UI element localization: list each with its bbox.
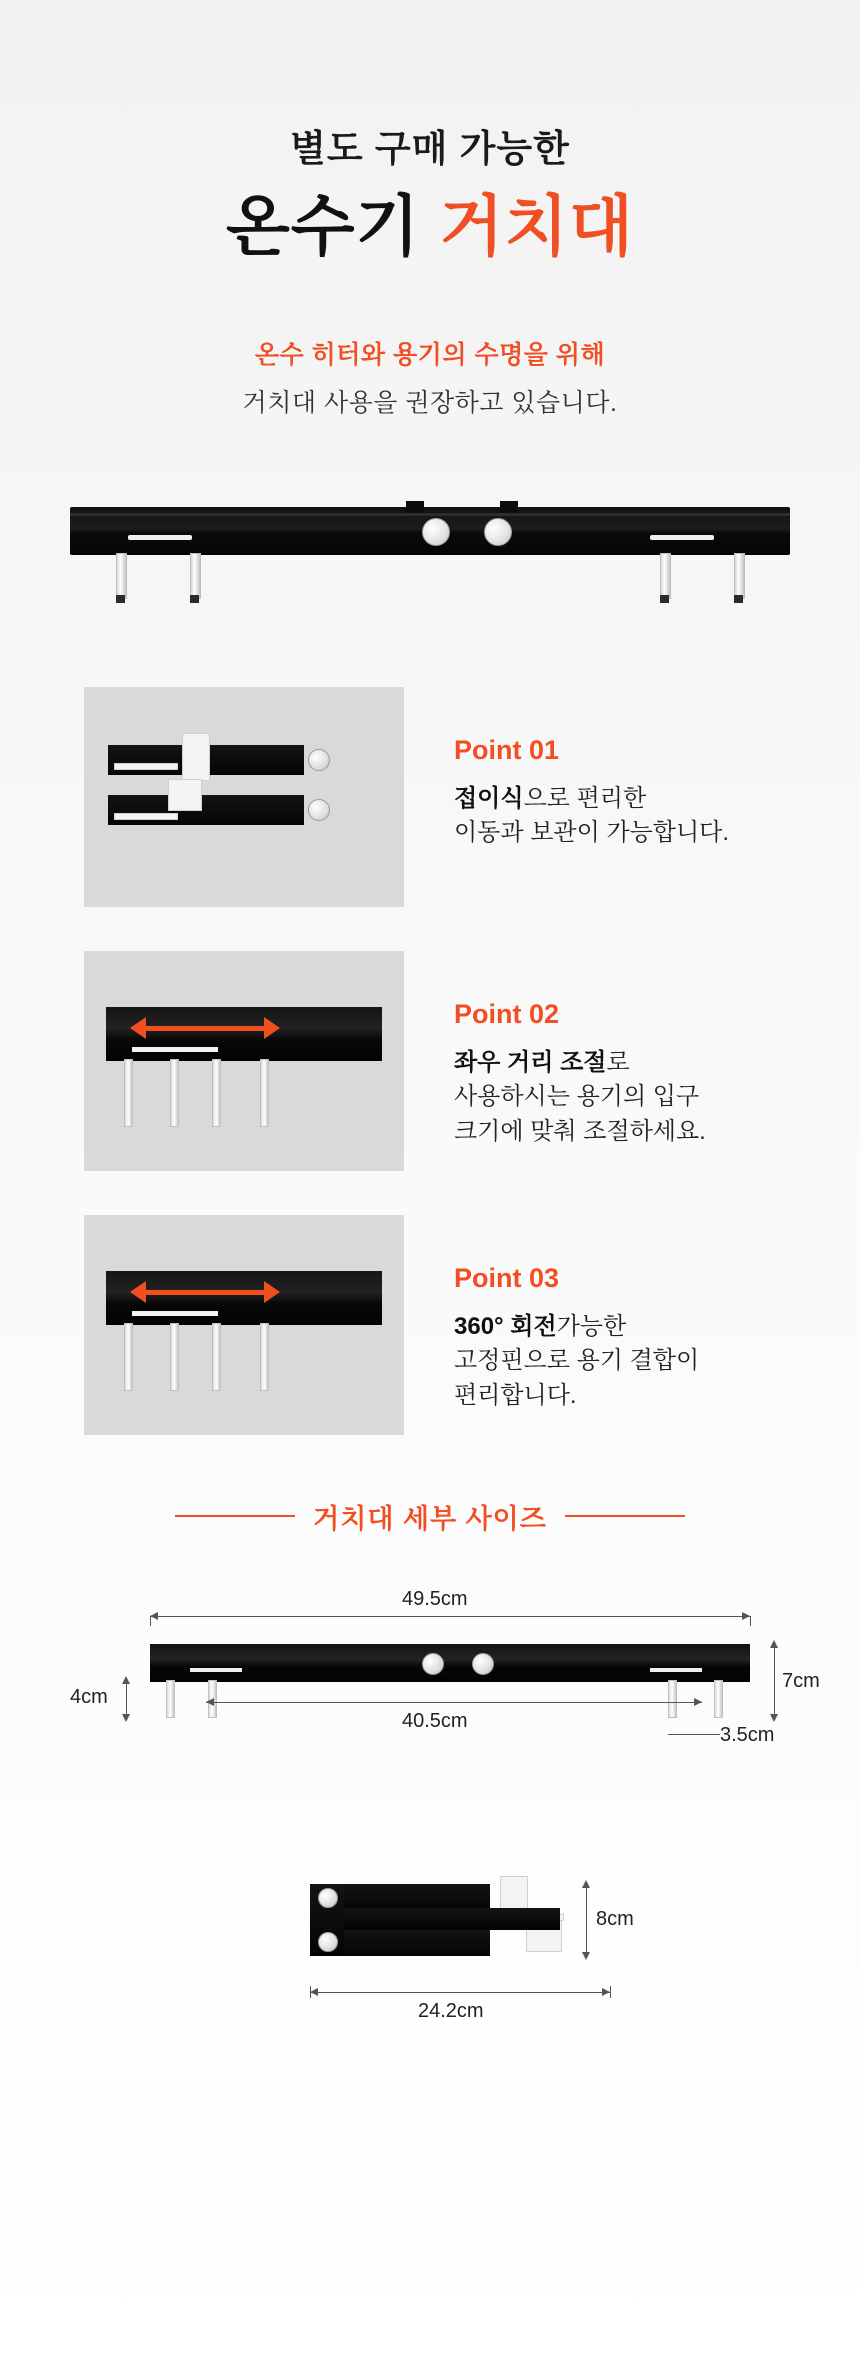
- dim-folded-width-tick-left: [310, 1986, 311, 1998]
- point-01-body: [454, 782, 729, 852]
- header-subtitle-primary: 온수 히터와 용기의 수명을 위해: [254, 340, 606, 369]
- dim-folded-height-arrow-up-icon: [582, 1880, 590, 1888]
- point-03-title: Point 03: [454, 1262, 560, 1293]
- point-03-text: [404, 1215, 699, 1414]
- feature-points-section: [0, 687, 860, 1435]
- point-03-line3: 편리합니다.: [454, 1382, 577, 1410]
- p3-leg-1: [124, 1323, 133, 1391]
- dim-legheight-line: [126, 1680, 127, 1718]
- dimension-diagram-folded: [30, 1842, 830, 2072]
- p3-leg-2: [170, 1323, 179, 1391]
- hero-notch-right: [500, 501, 518, 513]
- page-title: [0, 190, 860, 263]
- dim-inner-line: [206, 1702, 702, 1703]
- size-section-header: [0, 1497, 860, 1536]
- arrow-head-right-icon: [264, 1281, 280, 1303]
- point-03-photo: [84, 1215, 404, 1435]
- point-03-line2: 고정핀으로 용기 결합이: [454, 1347, 700, 1375]
- dim-folded-height-label: 8cm: [596, 1907, 634, 1930]
- size1-main-bar: [150, 1644, 750, 1682]
- page-title-part2: 거치대: [439, 189, 634, 263]
- dimension-diagram-open: [30, 1572, 830, 1802]
- point-01-photo: [84, 687, 404, 907]
- point-03-body: [454, 1310, 699, 1414]
- point-row-01: [0, 687, 860, 907]
- hero-leg-4: [734, 553, 745, 599]
- point-03-line1-rest: 가능한: [556, 1312, 627, 1340]
- hero-slot-right: [650, 535, 714, 540]
- point-01-line1-rest: 으로 편리한: [523, 784, 647, 812]
- size2-knob-lower: [318, 1932, 338, 1952]
- point-02-body: [454, 1046, 706, 1150]
- dim-legheight-arrow-down-icon: [122, 1714, 130, 1722]
- p3-leg-3: [212, 1323, 221, 1391]
- p1-bracket-top: [182, 733, 210, 781]
- point-02-photo: [84, 951, 404, 1171]
- dim-total-arrow-left-icon: [150, 1612, 158, 1620]
- size1-leg-1: [166, 1680, 175, 1718]
- dim-total-arrow-right-icon: [742, 1612, 750, 1620]
- dim-foot-label: 3.5cm: [720, 1723, 775, 1746]
- dim-rightheight-line: [774, 1644, 775, 1718]
- dim-rightheight-arrow-down-icon: [770, 1714, 778, 1722]
- p2-slot: [132, 1047, 218, 1052]
- p3-leg-4: [260, 1323, 269, 1391]
- p3-rotation-arrow: [130, 1281, 280, 1303]
- size1-knob-left: [422, 1653, 444, 1675]
- hero-foot-4: [734, 595, 743, 603]
- size-rule-left: [175, 1515, 295, 1517]
- hero-foot-2: [190, 595, 199, 603]
- arrow-line: [142, 1290, 268, 1295]
- point-01-strong: 접이식: [454, 784, 524, 812]
- p1-slot-lower: [114, 813, 178, 820]
- size2-mid-bar: [344, 1908, 560, 1930]
- dim-folded-height-arrow-down-icon: [582, 1952, 590, 1960]
- dim-rightheight-arrow-up-icon: [770, 1640, 778, 1648]
- point-01-title: Point 01: [454, 734, 560, 765]
- hero-knob-left: [422, 518, 450, 546]
- hero-leg-2: [190, 553, 201, 599]
- dim-folded-width-arrow-right-icon: [602, 1988, 610, 1996]
- dim-inner-arrow-right-icon: [694, 1698, 702, 1706]
- dim-folded-width-arrow-left-icon: [310, 1988, 318, 1996]
- arrow-head-right-icon: [264, 1017, 280, 1039]
- point-row-02: [0, 951, 860, 1171]
- p1-bracket-bottom: [168, 779, 202, 811]
- point-02-strong: 좌우 거리 조절: [454, 1048, 607, 1076]
- p2-leg-3: [212, 1059, 221, 1127]
- point-02-line2: 사용하시는 용기의 입구: [454, 1083, 700, 1111]
- point-01-line2: 이동과 보관이 가능합니다.: [454, 819, 730, 847]
- p2-leg-2: [170, 1059, 179, 1127]
- arrow-line: [142, 1026, 268, 1031]
- dim-legheight-arrow-up-icon: [122, 1676, 130, 1684]
- point-03-strong: 360° 회전: [454, 1312, 557, 1340]
- dim-folded-width-tick-right: [610, 1986, 611, 1998]
- dim-total-tick-right: [750, 1616, 751, 1626]
- header-subtitle-secondary: 거치대 사용을 권장하고 있습니다.: [242, 388, 618, 417]
- hero-slot-left: [128, 535, 192, 540]
- hero-knob-right: [484, 518, 512, 546]
- p1-knob-upper: [308, 749, 330, 771]
- p1-lower-bar: [108, 795, 304, 825]
- hero-notch-left: [406, 501, 424, 513]
- p2-leg-4: [260, 1059, 269, 1127]
- size1-knob-right: [472, 1653, 494, 1675]
- dim-right-height-label: 7cm: [782, 1669, 820, 1692]
- hero-leg-1: [116, 553, 127, 599]
- p1-slot-upper: [114, 763, 178, 770]
- hero-leg-3: [660, 553, 671, 599]
- header-kicker: 별도 구매 가능한: [290, 128, 570, 169]
- p3-slot: [132, 1311, 218, 1316]
- dim-foot-line: [668, 1734, 720, 1735]
- point-02-text: [404, 951, 706, 1150]
- dim-folded-height-line: [586, 1884, 587, 1956]
- p2-distance-arrow: [130, 1017, 280, 1039]
- point-02-line3: 크기에 맞춰 조절하세요.: [454, 1118, 706, 1146]
- hero-product-image: [50, 487, 810, 627]
- dim-folded-width-label: 24.2cm: [418, 1999, 484, 2022]
- size1-leg-4: [714, 1680, 723, 1718]
- size1-slot-right: [650, 1668, 702, 1672]
- dim-leg-height-label: 4cm: [70, 1685, 108, 1708]
- hero-foot-3: [660, 595, 669, 603]
- point-row-03: [0, 1215, 860, 1435]
- point-02-line1-rest: 로: [606, 1048, 630, 1076]
- dim-folded-width-line: [310, 1992, 610, 1993]
- point-02-title: Point 02: [454, 998, 560, 1029]
- size2-knob-upper: [318, 1888, 338, 1908]
- size1-slot-left: [190, 1668, 242, 1672]
- hero-foot-1: [116, 595, 125, 603]
- size1-leg-3: [668, 1680, 677, 1718]
- p1-knob-lower: [308, 799, 330, 821]
- dim-inner-arrow-left-icon: [206, 1698, 214, 1706]
- dim-inner-width-label: 40.5cm: [402, 1709, 468, 1732]
- dim-total-line: [150, 1616, 750, 1617]
- page-header: [0, 0, 860, 419]
- page-title-part1: 온수기: [226, 189, 421, 263]
- size-rule-right: [565, 1515, 685, 1517]
- p2-leg-1: [124, 1059, 133, 1127]
- point-01-text: [404, 687, 729, 852]
- dim-total-tick-left: [150, 1616, 151, 1626]
- dim-total-width-label: 49.5cm: [402, 1587, 468, 1610]
- size-section-title: 거치대 세부 사이즈: [313, 1503, 547, 1534]
